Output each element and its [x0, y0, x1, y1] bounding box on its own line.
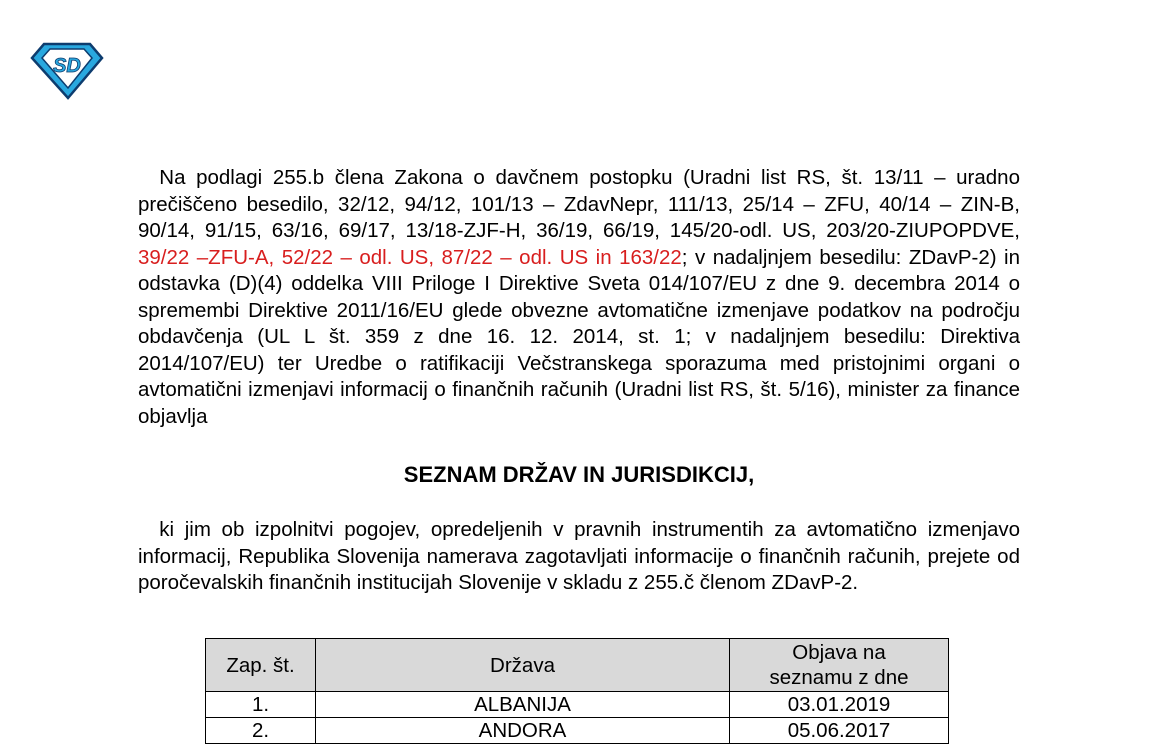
cell-date: 03.01.2019 [730, 692, 949, 718]
table-row [206, 692, 949, 718]
logo-icon [30, 40, 104, 100]
header-published-date [730, 639, 949, 692]
countries-table [205, 638, 949, 744]
intro-text-red: 39/22 –ZFU-A, 52/22 – odl. US, 87/22 – odl. US in 163/22 [138, 245, 682, 269]
cell-country: ANDORA [316, 718, 730, 744]
table-header-row [206, 639, 949, 692]
body-paragraph [138, 517, 1020, 597]
header-country: Država [316, 639, 730, 692]
intro-text-a: Na podlagi 255.b člena Zakona o davčnem postopku (Uradni list RS, št. 13/11 – uradno prečiščeno besedilo, 32/12, 94/12, 101/13 – ZdavNepr, 111/13, 25/14 – ZFU, 40/14 – ZIN-B, 90/14, 91/15, 63/16, 69/17, 13/18-ZJF-H, 36/19, 66/19, 145/20-odl. US, 203/20-ZIUPOPDVE, [138, 166, 1020, 242]
body-text: ki jim ob izpolnitvi pogojev, opredeljenih v pravnih instrumentih za avtomatično izmenjavo informacij, Republika Slovenija namerava zagotavljati informacije o finančnih računih, prejete od poročevalskih finančnih institucijah Slovenije v skladu z 255.č členom ZDavP-2. [138, 518, 1020, 594]
cell-number: 2. [206, 718, 316, 744]
intro-text-b: ; v nadaljnjem besedilu: ZDavP-2) in odstavka (D)(4) oddelka VIII Priloge I Direktive Sveta 014/107/EU z dne 9. decembra 2014 o spremembi Direktive 2011/16/EU glede obvezne avtomatične izmenjave podatkov na področju obdavčenja (UL L št. 359 z dne 16. 12. 2014, st. 1; v nadaljnjem besedilu: Direktiva 2014/107/EU) ter Uredbe o ratifikaciji Večstranskega sporazuma med pristojnimi organi o avtomatični izmenjavi informacij o finančnih računih (Uradni list RS, št. 5/16), minister za finance objavlja [138, 245, 1020, 428]
cell-country: ALBANIJA [316, 692, 730, 718]
intro-paragraph [138, 165, 1020, 430]
table-row [206, 718, 949, 744]
cell-number: 1. [206, 692, 316, 718]
logo-text: SD [53, 55, 81, 77]
cell-date: 05.06.2017 [730, 718, 949, 744]
header-number: Zap. št. [206, 639, 316, 692]
document-heading: SEZNAM DRŽAV IN JURISDIKCIJ, [403, 462, 755, 487]
header-published-date-label: Objava na seznamu z dne [769, 641, 909, 689]
